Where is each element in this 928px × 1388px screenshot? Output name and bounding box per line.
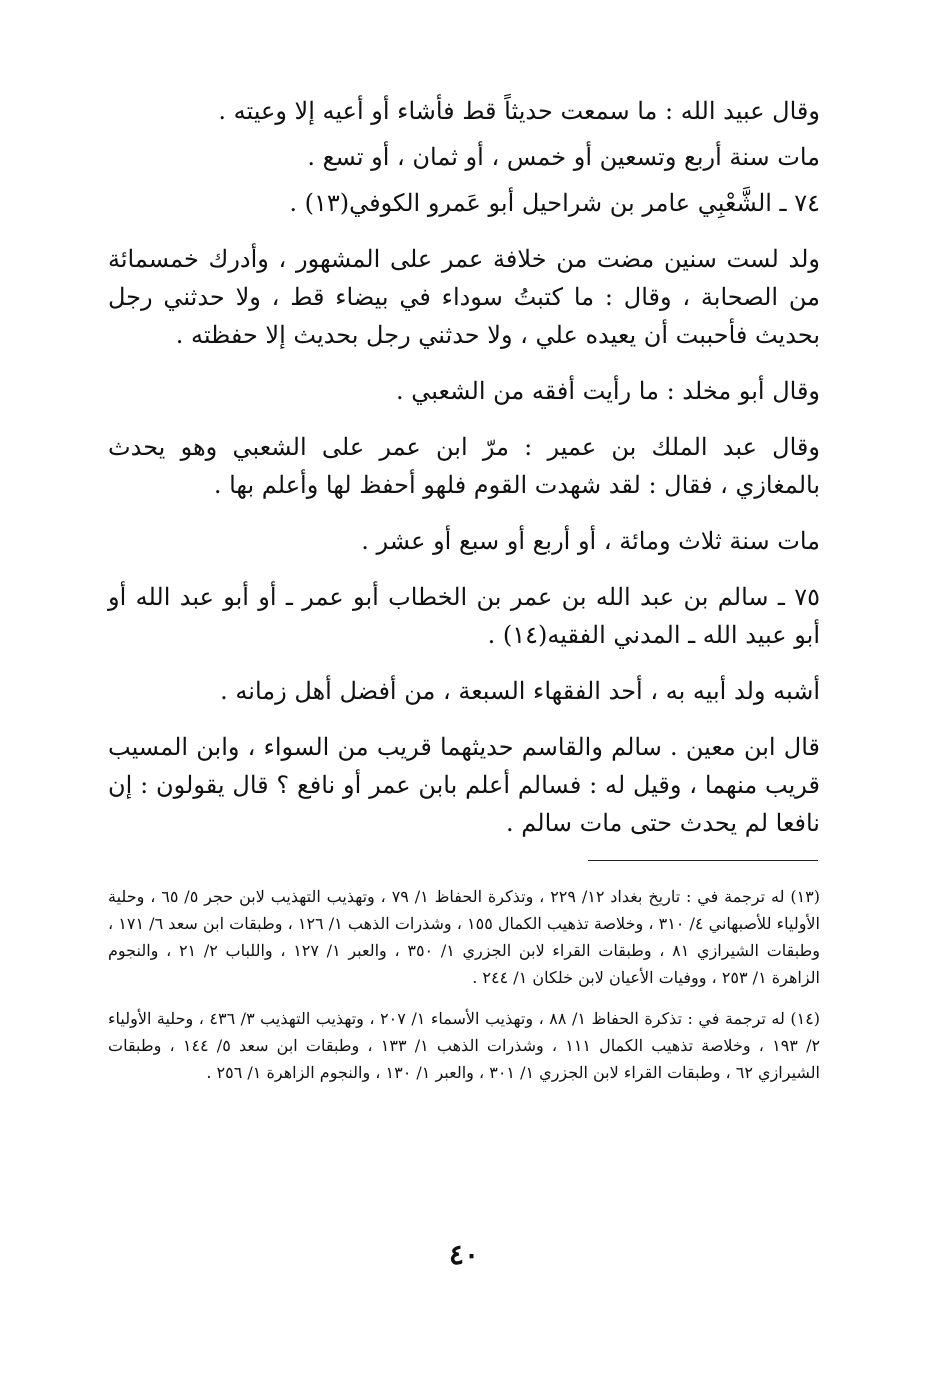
paragraph: وقال عبد الملك بن عمير : مرّ ابن عمر على الشعبي وهو يحدث بالمغازي ، فقال : لقد شهدت القوم فلهو أحفظ لها وأعلم بها .: [108, 433, 820, 499]
footnote: (١٤) له ترجمة في : تذكرة الحفاظ ١/ ٨٨ ، وتهذيب الأسماء ١/ ٢٠٧ ، وتهذيب التهذيب ٣/ ٤٣٦ ، وحلية الأولياء ٢/ ١٩٣ ، وخلاصة تذهيب الكمال ١١١ ، وشذرات الذهب ١/ ١٣٣ ، وطبقات ابن سعد ٥/ ١٤٤ ، وطبقات الشيرازي ٦٢ ، وطبقات القراء لابن الجزري ١/ ٣٠١ ، والعبر ١/ ١٣٠ ، والنجوم الزاهرة ١/ ٢٥٦ .: [108, 1009, 821, 1082]
paragraph: وقال عبيد الله : ما سمعت حديثاً قط فأشاء أو أعيه إلا وعيته .: [218, 97, 820, 125]
entry-heading: ٧٤ ـ الشَّعْبِي عامر بن شراحيل أبو عَمرو الكوفي(١٣) .: [289, 189, 820, 217]
entry-heading: ٧٥ ـ سالم بن عبد الله بن عمر بن الخطاب أبو عمر ـ أو أبو عبد الله أو أبو عبيد الله ـ المدني الفقيه(١٤) .: [108, 583, 820, 649]
footnote: (١٣) له ترجمة في : تاريخ بغداد ١٢/ ٢٢٩ ، وتذكرة الحفاظ ١/ ٧٩ ، وتهذيب التهذيب لابن حجر ٥/ ٦٥ ، وحلية الأولياء للأصبهاني ٤/ ٣١٠ ، وخلاصة تذهيب الكمال ١٥٥ ، وشذرات الذهب ١/ ١٢٦ ، وطبقات ابن سعد ٦/ ١٧١ ، وطبقات الشيرازي ٨١ ، وطبقات القراء لابن الجزري ١/ ٣٥٠ ، والعبر ١/ ١٢٧ ، واللباب ٢/ ٢١ ، والنجوم الزاهرة ١/ ٢٥٣ ، ووفيات الأعيان لابن خلكان ١/ ٢٤٤ .: [108, 887, 821, 987]
paragraph: ولد لست سنين مضت من خلافة عمر على المشهور ، وأدرك خمسمائة من الصحابة ، وقال : ما كتبتُ سوداء في بيضاء قط ، ولا حدثني رجل بحديث فأحببت أن يعيده علي ، ولا حدثني رجل بحديث إلا حفظته .: [108, 245, 820, 349]
footnote-separator: [588, 860, 818, 861]
footnotes: [108, 883, 820, 1086]
paragraph: وقال أبو مخلد : ما رأيت أفقه من الشعبي .: [396, 377, 820, 405]
paragraph: أشبه ولد أبيه به ، أحد الفقهاء السبعة ، من أفضل أهل زمانه .: [220, 677, 820, 705]
paragraph: مات سنة ثلاث ومائة ، أو أربع أو سبع أو عشر .: [361, 527, 820, 555]
paragraph: مات سنة أربع وتسعين أو خمس ، أو ثمان ، أو تسع .: [307, 143, 820, 171]
main-text: [108, 92, 820, 842]
paragraph: قال ابن معين . سالم والقاسم حديثهما قريب من السواء ، وابن المسيب قريب منهما ، وقيل له : فسالم أعلم بابن عمر أو نافع ؟ قال يقولون : إن نافعا لم يحدث حتى مات سالم .: [108, 733, 820, 837]
page-number: ٤٠: [448, 1238, 480, 1271]
